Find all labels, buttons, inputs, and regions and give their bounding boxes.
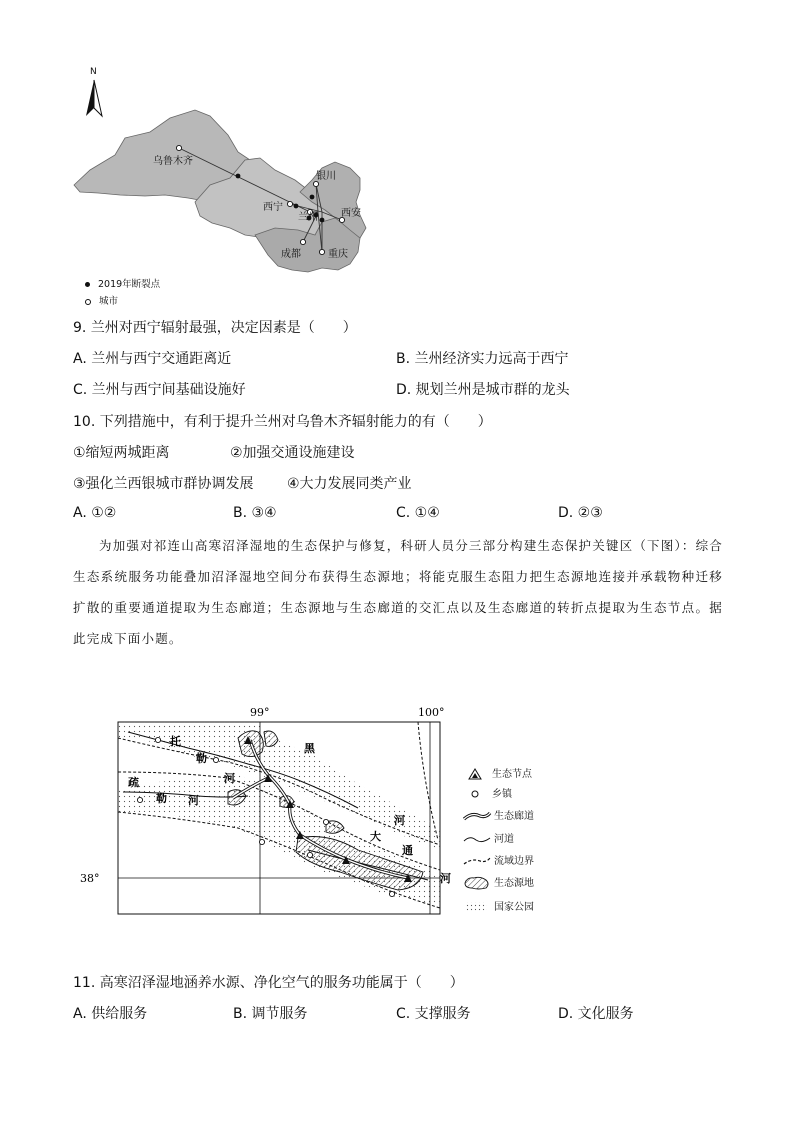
question-9-stem: 9. 兰州对西宁辐射最强，决定因素是（ ） bbox=[73, 320, 357, 336]
corridor-line-icon bbox=[462, 810, 492, 822]
river1-char-1: 托 bbox=[170, 735, 181, 748]
q11-option-c[interactable]: C. 支撑服务 bbox=[396, 1006, 471, 1022]
river2-char-2: 勒 bbox=[156, 792, 167, 805]
legend-town: 乡镇 bbox=[468, 785, 512, 800]
dot-icon bbox=[85, 282, 90, 287]
north-label: N bbox=[90, 67, 97, 77]
q9-option-b[interactable]: B. 兰州经济实力远高于西宁 bbox=[396, 351, 569, 367]
north-arrow-icon bbox=[86, 80, 102, 116]
question-11-stem: 11. 高寒沼泽湿地涵养水源、净化空气的服务功能属于（ ） bbox=[73, 975, 464, 991]
city-xining bbox=[287, 201, 292, 206]
q10-option-d[interactable]: D. ②③ bbox=[558, 505, 603, 521]
label-100-degree: 100° bbox=[418, 706, 445, 719]
legend-corridor: 生态廊道 bbox=[462, 807, 534, 822]
legend-node: 生态节点 bbox=[468, 765, 532, 780]
label-chongqing: 重庆 bbox=[328, 249, 348, 260]
legend-park: 国家公园 bbox=[462, 898, 534, 914]
q9-option-a[interactable]: A. 兰州与西宁交通距离近 bbox=[73, 351, 232, 367]
town-circle-icon bbox=[468, 788, 482, 800]
q10-option-c[interactable]: C. ①④ bbox=[396, 505, 440, 521]
q10-statement-2: ②加强交通设施建设 bbox=[230, 445, 355, 461]
river-extra-char-2: 河 bbox=[394, 814, 405, 827]
break-point bbox=[294, 204, 299, 209]
basin-boundary-icon bbox=[462, 855, 492, 867]
break-point bbox=[320, 218, 325, 223]
river1-char-3: 河 bbox=[224, 772, 235, 785]
q10-statement-1: ①缩短两城距离 bbox=[73, 445, 170, 461]
label-yinchuan: 银川 bbox=[316, 171, 336, 182]
river3-char-2: 通 bbox=[402, 844, 413, 857]
q10-option-b[interactable]: B. ③④ bbox=[233, 505, 277, 521]
river3-char-3: 河 bbox=[440, 872, 451, 885]
legend-river: 河道 bbox=[462, 830, 514, 845]
river-extra-char-1: 黑 bbox=[304, 742, 315, 755]
city-urumqi bbox=[176, 145, 181, 150]
reading-passage: 为加强对祁连山高寒沼泽湿地的生态保护与修复，科研人员分三部分构建生态保护关键区（下图）：综合生态系统服务功能叠加沼泽湿地空间分布获得生态源地；将能克服生态阻力把生态源地连接并承载物种迁移扩散的重要通道提取为生态廊道；生态源地与生态廊道的交汇点以及生态廊道的转折点提取为生态节点。据此完成下面小题。 bbox=[73, 538, 723, 646]
city-chengdu bbox=[300, 239, 305, 244]
river2-char-3: 河 bbox=[188, 794, 199, 807]
qilian-wetland-protection-map bbox=[78, 700, 458, 920]
label-xining: 西宁 bbox=[263, 202, 283, 213]
park-dots-icon bbox=[462, 900, 492, 914]
q10-statement-3: ③强化兰西银城市群协调发展 bbox=[73, 476, 254, 492]
city-chongqing bbox=[319, 249, 324, 254]
legend-break-point: 2019年断裂点 bbox=[85, 276, 160, 290]
river3-char-1: 大 bbox=[370, 830, 381, 843]
river-line-icon bbox=[462, 833, 492, 845]
q11-option-d[interactable]: D. 文化服务 bbox=[558, 1006, 634, 1022]
q11-option-b[interactable]: B. 调节服务 bbox=[233, 1006, 308, 1022]
legend-source: 生态源地 bbox=[462, 874, 534, 891]
source-patch-icon bbox=[462, 875, 492, 891]
q9-option-c[interactable]: C. 兰州与西宁间基础设施好 bbox=[73, 382, 246, 398]
legend-basin: 流域边界 bbox=[462, 852, 534, 867]
label-38-degree: 38° bbox=[80, 872, 100, 885]
river1-char-2: 勒 bbox=[196, 752, 207, 765]
circle-icon bbox=[85, 299, 91, 305]
label-urumqi: 乌鲁木齐 bbox=[153, 156, 193, 167]
break-point bbox=[310, 195, 315, 200]
northwest-city-network-map bbox=[60, 60, 380, 275]
label-xian: 西安 bbox=[341, 208, 361, 219]
label-99-degree: 99° bbox=[250, 706, 270, 719]
break-point bbox=[236, 174, 241, 179]
triangle-node-icon bbox=[468, 768, 482, 780]
q11-option-a[interactable]: A. 供给服务 bbox=[73, 1006, 148, 1022]
label-chengdu: 成都 bbox=[281, 249, 301, 260]
city-yinchuan bbox=[313, 181, 318, 186]
river2-char-1: 疏 bbox=[128, 776, 139, 789]
legend-city: 城市 bbox=[85, 293, 118, 307]
question-10-stem: 10. 下列措施中，有利于提升兰州对乌鲁木齐辐射能力的有（ ） bbox=[73, 414, 492, 430]
q9-option-d[interactable]: D. 规划兰州是城市群的龙头 bbox=[396, 382, 570, 398]
q10-statement-4: ④大力发展同类产业 bbox=[287, 476, 412, 492]
q10-option-a[interactable]: A. ①② bbox=[73, 505, 117, 521]
label-lanzhou: 兰州 bbox=[298, 212, 318, 223]
